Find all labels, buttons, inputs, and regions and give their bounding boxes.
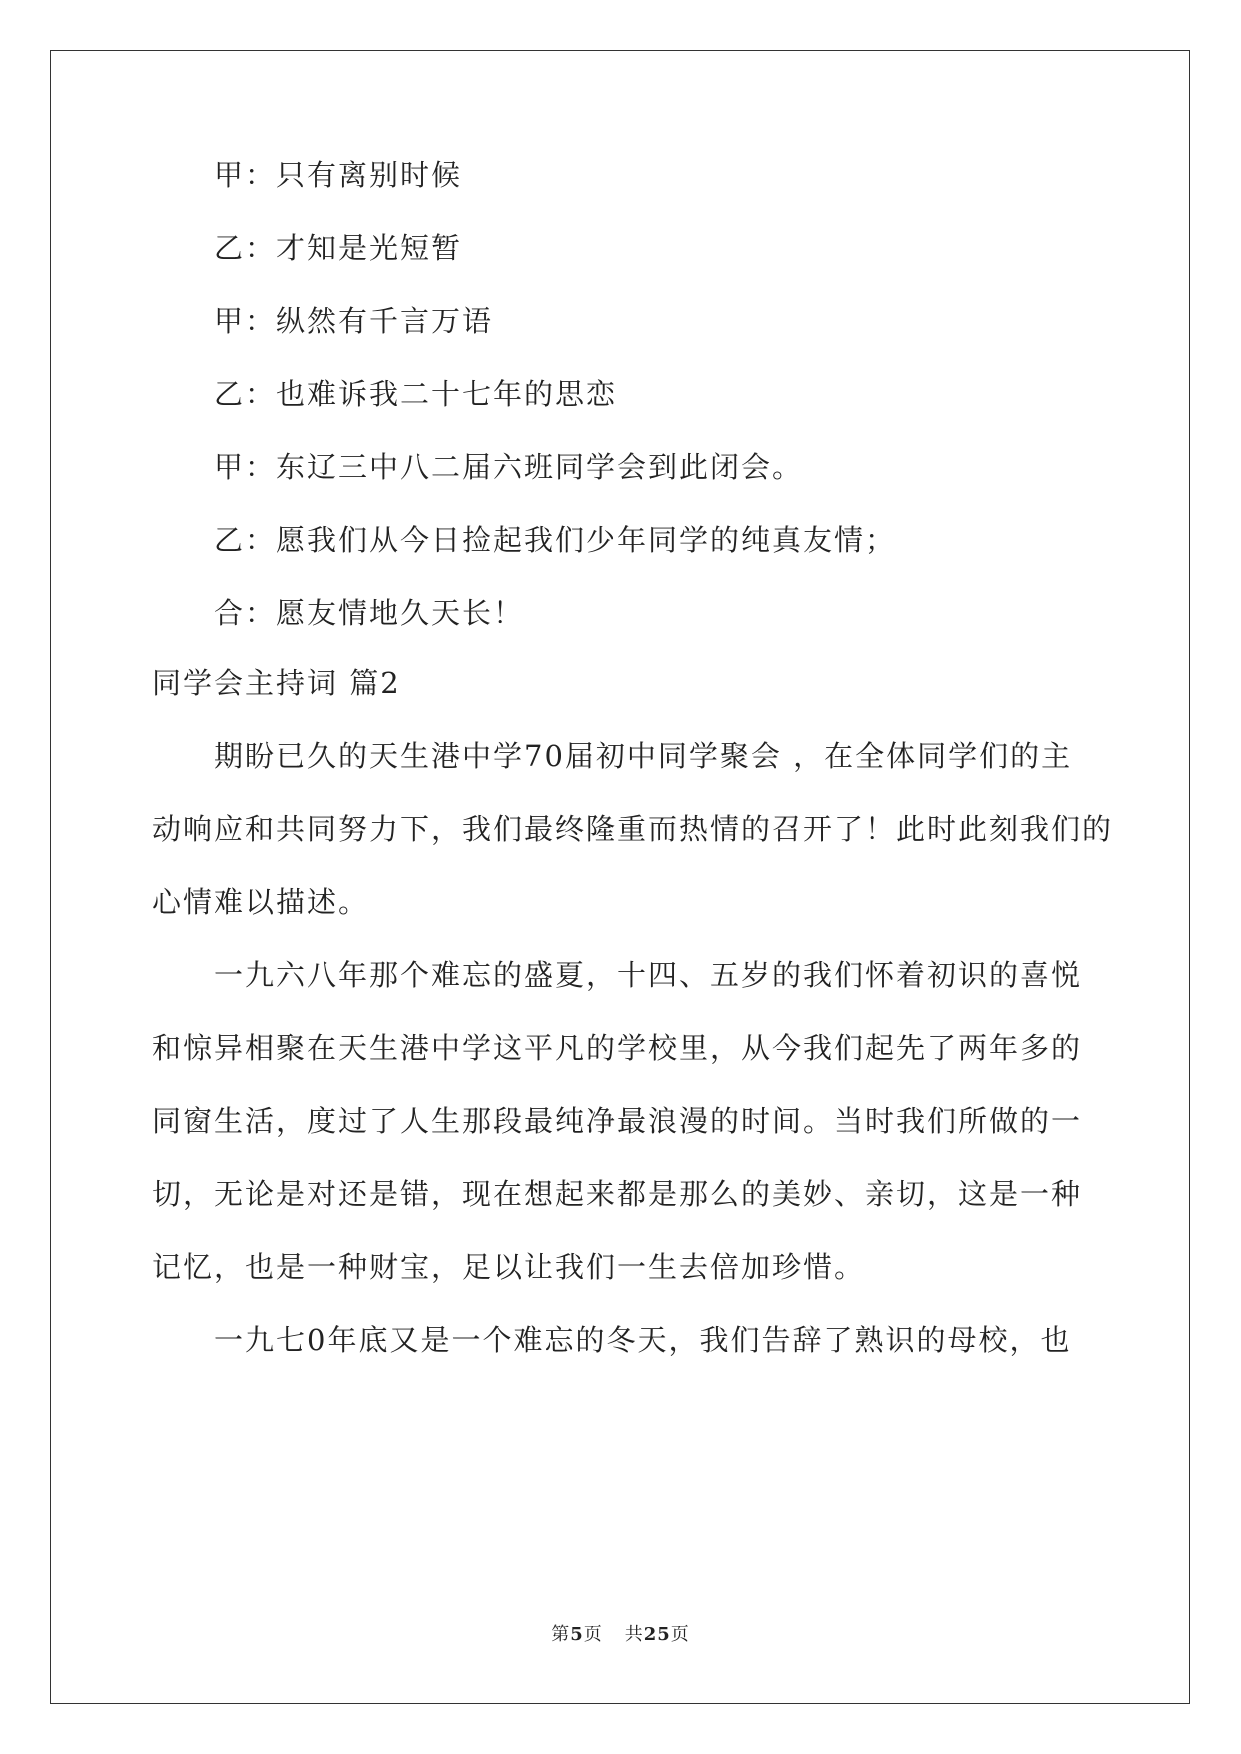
total-page-count: 25 bbox=[643, 1624, 671, 1645]
paragraph-line: 切，无论是对还是错，现在想起来都是那么的美妙、亲切，这是一种 bbox=[152, 1177, 1083, 1211]
dialogue-line: 甲：纵然有千言万语 bbox=[214, 304, 494, 338]
footer-prefix: 第 bbox=[551, 1624, 571, 1645]
paragraph-line: 心情难以描述。 bbox=[152, 885, 370, 919]
dialogue-line: 乙：也难诉我二十七年的思恋 bbox=[214, 377, 618, 411]
section-heading: 同学会主持词 篇2 bbox=[152, 666, 401, 700]
footer-total-suffix: 页 bbox=[670, 1624, 690, 1645]
paragraph-line: 一九七0年底又是一个难忘的冬天，我们告辞了熟识的母校，也 bbox=[214, 1323, 1072, 1357]
footer-page-suffix: 页 bbox=[583, 1624, 603, 1645]
footer-total-prefix: 共 bbox=[624, 1624, 644, 1645]
dialogue-line: 乙：才知是光短暂 bbox=[214, 231, 463, 265]
paragraph-line: 记忆，也是一种财宝，足以让我们一生去倍加珍惜。 bbox=[152, 1250, 866, 1284]
paragraph-line: 和惊异相聚在天生港中学这平凡的学校里，从今我们起先了两年多的 bbox=[152, 1031, 1083, 1065]
page-border bbox=[50, 50, 1190, 1704]
dialogue-line: 甲：只有离别时候 bbox=[214, 158, 463, 192]
dialogue-line: 乙：愿我们从今日捡起我们少年同学的纯真友情； bbox=[214, 523, 897, 557]
paragraph-line: 动响应和共同努力下，我们最终隆重而热情的召开了！此时此刻我们的 bbox=[152, 812, 1114, 846]
paragraph-line: 一九六八年那个难忘的盛夏，十四、五岁的我们怀着初识的喜悦 bbox=[214, 958, 1083, 992]
current-page-number: 5 bbox=[570, 1624, 584, 1645]
dialogue-line: 合：愿友情地久天长！ bbox=[214, 596, 525, 630]
page-footer bbox=[0, 1620, 1241, 1646]
dialogue-line: 甲：东辽三中八二届六班同学会到此闭会。 bbox=[214, 450, 804, 484]
paragraph-line: 期盼已久的天生港中学70届初中同学聚会 ，在全体同学们的主 bbox=[214, 739, 1073, 773]
paragraph-line: 同窗生活，度过了人生那段最纯净最浪漫的时间。当时我们所做的一 bbox=[152, 1104, 1083, 1138]
